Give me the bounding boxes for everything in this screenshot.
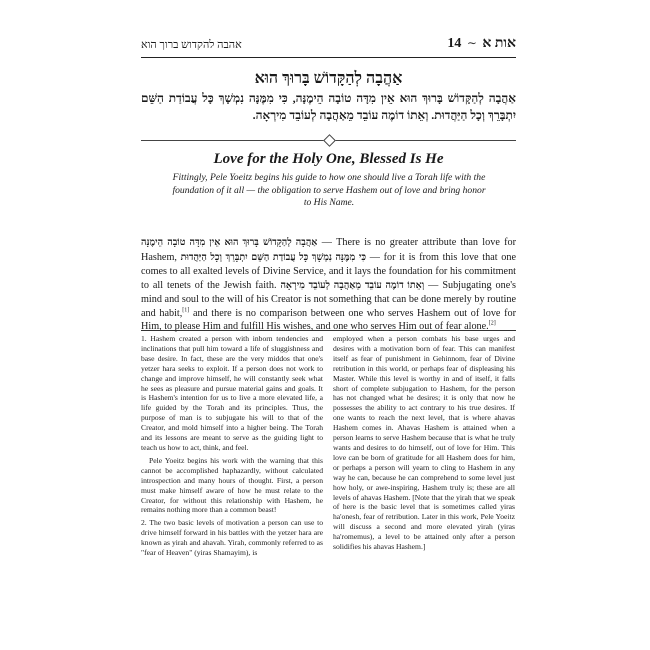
footnotes-left-column [141,334,323,561]
running-title: אהבה להקדוש ברוך הוא [141,39,242,51]
footnote-rule [141,330,516,331]
header-rule [141,57,516,58]
commentary-text-1: — There is no greater attribute than love for Hashem, [141,237,516,263]
main-commentary [141,236,516,334]
footnote-marker-2: [2] [488,320,496,327]
section-label: אות א [482,36,516,51]
diamond-icon [323,134,336,147]
hebrew-text: אֵין מִדָּה טוֹבָה הֵימֶנָּה, כִּי מִמֶּנָּה נִמְשָׁךְ כָּל עֲבוֹדַת הַשֵּׁם יִתְבָּרֵךְ וְכָל הַיַּהֲדוּת. וְאֵתוֹ דוֹמֶה עוֹבֵד מֵאַהֲבָה לְעוֹבֵד מִירְאָה. [141,91,516,122]
footnote-marker-1: [1] [182,307,190,314]
ornament-divider-top [141,136,516,146]
english-title: Love for the Holy One, Blessed Is He [213,151,444,167]
intro-text: Fittingly, Pele Yoeitz begins his guide to how one should live a Torah life with the foundation of it all — the obligation to serve Hashem out of love and bring honor to His Name. [172,172,486,209]
hebrew-lead: אַהֲבָה לְהַקָּדוֹשׁ בָּרוּךְ הוּא [399,91,517,105]
page-number: 14 [447,36,462,51]
hebrew-citation-1: אַהֲבָה לְהַקָּדוֹשׁ בָּרוּךְ הוּא אֵין מִדָּה טוֹבָה הֵימֶנָּה [141,238,318,248]
page-number-group [447,36,516,52]
footnotes-right-column [333,334,515,555]
hebrew-citation-2: כִּי מִמֶּנָּה נִמְשָׁךְ כָּל עֲבוֹדַת הַשֵּׁם יִתְבָּרֵךְ וְכָל הַיַּהֲדוּת [180,252,366,263]
commentary-text-2: — for it is from this love that one comes to all exalted levels of Divine Service, and it lays the foundation for his commitment to all tenets of the Jewish faith. [141,251,516,291]
footnote-paragraph: Pele Yoeitz begins his work with the warning that this cannot be accomplished haphazardly, without calculated introspection and many hours of thought. First, a person must make himself aware of how he must relate to the Creator, for without this relationship with Hashem, he remains nothing more than a common beast! [141,455,323,515]
swash-ornament-icon: ∽ [466,36,477,50]
commentary-text-4: and there is no comparison between one who serves Hashem out of love for Him, to please Him and fulfill His wishes, and one who serves Him out of fear alone. [141,307,516,332]
hebrew-paragraph [141,90,516,124]
running-header [141,36,516,55]
footnote-paragraph: employed when a person combats his base urges and desires with a motivation born of fear. This can manifest itself as fear of punishment in Gehinnom, fear of Divine retribution in this world, or perhaps fear of displeasing his Master. While this level is worthy in and of itself, it falls short of complete subjugation to Hashem, for the person has not changed what he desires; it is only that now he possesses the ability to act contrary to his true desires. If one wants to reach the next level, that is where ahavas Hashem comes in. Ahavas Hashem is attained when a person learns to serve Hashem because that is what he truly wants and desires to do himself, out of love for Him. This love can be born of gratitude for all Hashem does for him, or perhaps a person will yearn to cling to Hashem in any way he can, because he can comprehend to some level just how holy, or awe-inspiring, Hashem truly is; these are all levels of ahavas Hashem. [Note that the yirah that we speak of here is the basic level that is sometimes called yiras ha'onesh, fear of retribution. Later in this work, Pele Yoeitz will discuss a second and more elevated yirah (yiras ha'romemus), a level to be attained only after a person solidifies his ahavas Hashem.] [333,334,515,552]
commentary-text-3: — Subjugating one's mind and soul to the will of his Creator is not something that can be done merely by routine and habit, [141,279,517,319]
hebrew-citation-3: וְאֵתוֹ דוֹמֶה עוֹבֵד מֵאַהֲבָה לְעוֹבֵד מִירְאָה [280,280,425,291]
footnote-paragraph: 1. Hashem created a person with inborn tendencies and inclinations that pull him toward a life of sluggishness and base desire. In fact, these are the very middos that one's yetzer hara seeks to exploit. If a person does not work to change and improve himself, he will constantly seek what he sees as pleasure and pursue material gains and goals. It is Hashem's intention for us to live a more elevated life, a life guided by the Torah and its principles. Thus, the purpose of man is to subjugate his will to that of the Creator, and mold himself into a higher being. The Torah and its lessons are meant to serve as the guiding light to teach us how to act, think, and feel. [141,334,323,452]
footnote-paragraph: 2. The two basic levels of motivation a person can use to drive himself forward in his battles with the yetzer hara are known as yirah and ahavah. Yirah, commonly referred to as "fear of Heaven" (yiras Shamayim), is [141,518,323,558]
hebrew-title: אַהֲבָה לְהַקָּדוֹשׁ בָּרוּךְ הוּא [254,70,403,87]
